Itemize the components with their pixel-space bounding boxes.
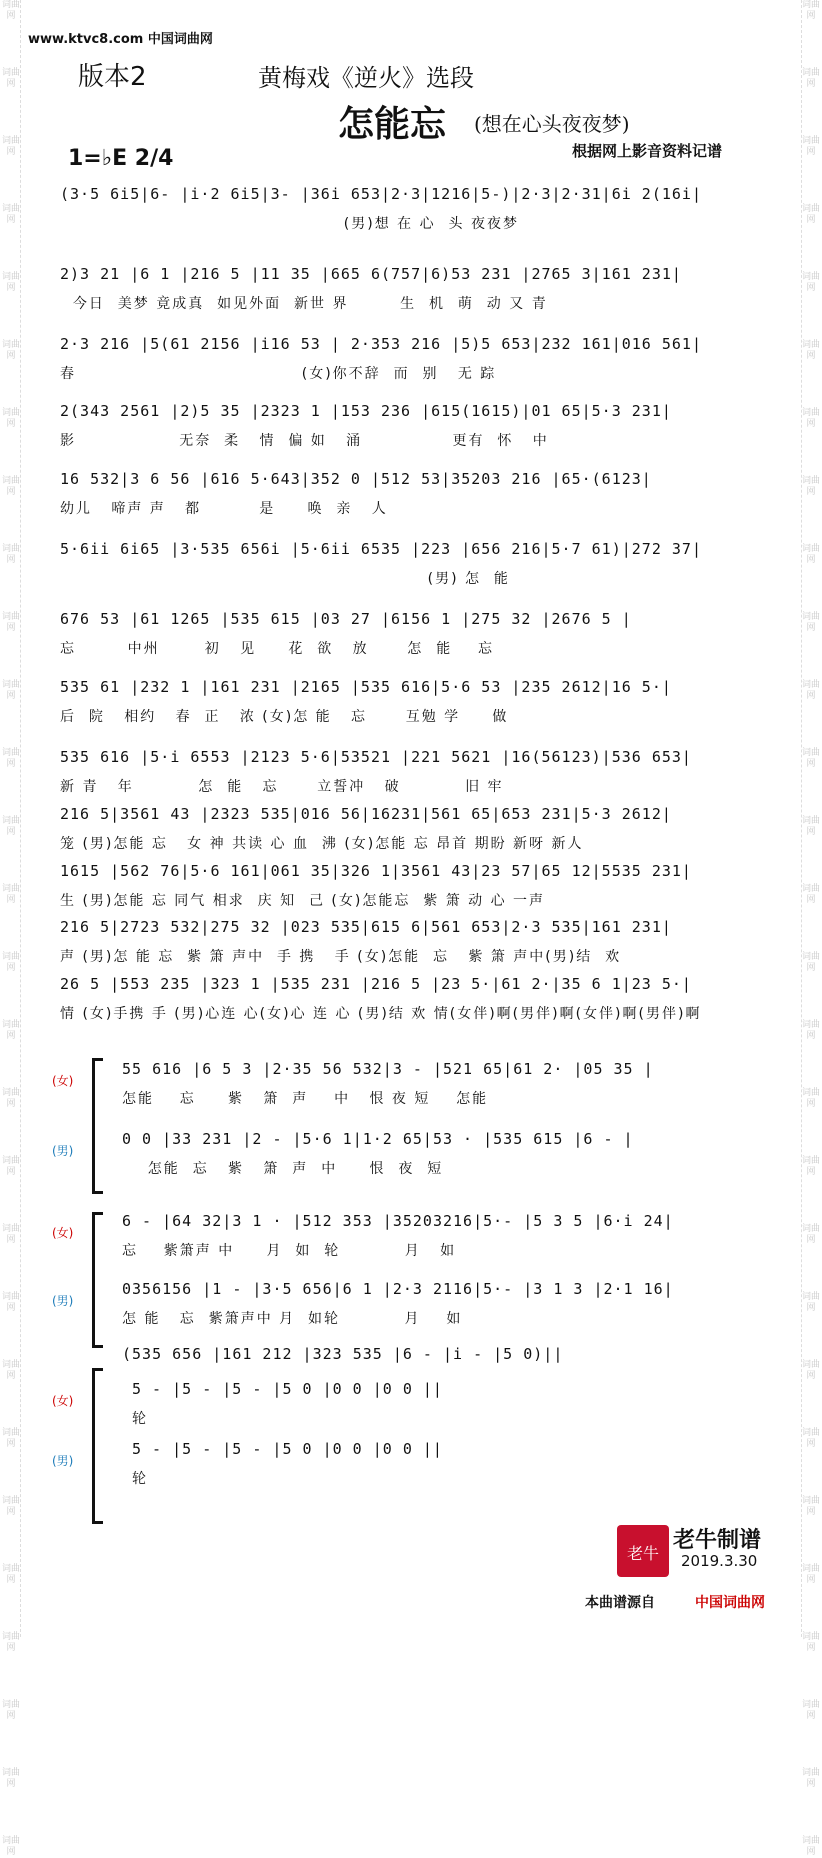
watermark-text: 词曲网 (802, 476, 821, 497)
watermark-text: 词曲网 (2, 476, 21, 497)
watermark-text: 词曲网 (802, 0, 821, 21)
key-signature: 1=♭E 2/4 (68, 146, 174, 171)
watermark-text: 词曲网 (2, 1224, 21, 1245)
lyric-line: 声 (男)怎 能 忘 紫 箫 声中 手 携 手 (女)怎能 忘 紫 箫 声中(男)结 欢 (60, 949, 622, 965)
lyric-line: 怎 能 忘 紫箫声中 月 如轮 月 如 (122, 1311, 463, 1327)
notation-line: 2·3 216 |5(61 2156 |i16 53 | 2·353 216 |5)5 653|232 161|016 561| (60, 335, 702, 353)
watermark-text: 词曲网 (802, 204, 821, 225)
credit-prefix: 本曲谱源自 (585, 1595, 655, 1611)
watermark-text: 词曲网 (802, 884, 821, 905)
watermark-text: 词曲网 (2, 544, 21, 565)
watermark-text: 词曲网 (2, 748, 21, 769)
notation-line: 0356156 |1 - |3·5 656|6 1 |2·3 2116|5·- |3 1 3 |2·1 16| (122, 1280, 674, 1298)
watermark-text: 词曲网 (2, 1020, 21, 1041)
watermark-text: 词曲网 (802, 340, 821, 361)
notation-line: 216 5|3561 43 |2323 535|016 56|16231|561 65|653 231|5·3 2612| (60, 805, 672, 823)
lyric-line: 笼 (男)怎能 忘 女 神 共读 心 血 沸 (女)怎能 忘 昂首 期盼 新呀 新人 (60, 836, 584, 852)
duet-brace (92, 1368, 103, 1524)
voice-part-label: (女) (52, 1226, 74, 1240)
notation-line: 535 616 |5·i 6553 |2123 5·6|53521 |221 5621 |16(56123)|536 653| (60, 748, 692, 766)
watermark-text: 词曲网 (802, 408, 821, 429)
watermark-text: 词曲网 (802, 1156, 821, 1177)
notation-line: 55 616 |6 5 3 |2·35 56 532|3 - |521 65|61 2· |05 35 | (122, 1060, 654, 1078)
voice-part-label: (男) (52, 1144, 74, 1158)
lyric-line: 轮 (132, 1471, 148, 1487)
watermark-text: 词曲网 (802, 1836, 821, 1857)
version-label: 版本2 (78, 62, 147, 92)
watermark-text: 词曲网 (802, 1224, 821, 1245)
watermark-text: 词曲网 (802, 612, 821, 633)
watermark-text: 词曲网 (802, 68, 821, 89)
watermark-text: 词曲网 (2, 0, 21, 21)
watermark-text: 词曲网 (2, 1292, 21, 1313)
notation-line: 5 - |5 - |5 - |5 0 |0 0 |0 0 || (132, 1380, 443, 1398)
lyric-line: 后 院 相约 春 正 浓 (女)怎 能 忘 互勉 学 做 (60, 709, 509, 725)
watermark-text: 词曲网 (2, 1088, 21, 1109)
lyric-line: (男)想 在 心 头 夜夜梦 (60, 216, 519, 232)
watermark-text: 词曲网 (2, 68, 21, 89)
lyric-line: 生 (男)怎能 忘 同气 相求 庆 知 己 (女)怎能忘 紫 箫 动 心 一声 (60, 893, 546, 909)
voice-part-label: (男) (52, 1454, 74, 1468)
score-date: 2019.3.30 (681, 1552, 758, 1570)
watermark-text: 词曲网 (802, 272, 821, 293)
watermark-text: 词曲网 (802, 136, 821, 157)
watermark-text: 词曲网 (2, 1564, 21, 1585)
lyric-line: 春 (女)你不辞 而 别 无 踪 (60, 366, 497, 382)
song-alt-title: (想在心头夜夜梦) (474, 112, 630, 136)
song-title: 怎能忘 (338, 104, 447, 145)
voice-part-label: (男) (52, 1294, 74, 1308)
watermark-text: 词曲网 (2, 884, 21, 905)
watermark-text: 词曲网 (2, 1360, 21, 1381)
notation-line: 0 0 |33 231 |2 - |5·6 1|1·2 65|53 · |535 615 |6 - | (122, 1130, 634, 1148)
watermark-text: 词曲网 (2, 1836, 21, 1857)
notation-line: 26 5 |553 235 |323 1 |535 231 |216 5 |23 5·|61 2·|35 6 1|23 5·| (60, 975, 692, 993)
lyric-line: 轮 (132, 1411, 148, 1427)
notation-line: 5 - |5 - |5 - |5 0 |0 0 |0 0 || (132, 1440, 443, 1458)
right-watermark-strip (801, 0, 821, 1857)
watermark-text: 词曲网 (2, 680, 21, 701)
notation-line: 676 53 |61 1265 |535 615 |03 27 |6156 1 |275 32 |2676 5 | (60, 610, 632, 628)
lyric-line: 怎能 忘 紫 箫 声 中 恨 夜 短 怎能 (122, 1091, 489, 1107)
watermark-text: 词曲网 (802, 1088, 821, 1109)
transcription-source: 根据网上影音资料记谱 (572, 142, 723, 160)
duet-brace (92, 1058, 103, 1194)
lyric-line: (男) 怎 能 (60, 571, 510, 587)
credit-site-link[interactable]: 中国词曲网 (695, 1595, 765, 1611)
watermark-text: 词曲网 (2, 1700, 21, 1721)
watermark-text: 词曲网 (2, 952, 21, 973)
maker-signature: 老牛制谱 (673, 1528, 762, 1553)
notation-line: 16 532|3 6 56 |616 5·643|352 0 |512 53|35203 216 |65·(6123| (60, 470, 652, 488)
watermark-text: 词曲网 (802, 1360, 821, 1381)
voice-part-label: (女) (52, 1394, 74, 1408)
watermark-text: 词曲网 (2, 816, 21, 837)
watermark-text: 词曲网 (2, 204, 21, 225)
watermark-text: 词曲网 (802, 816, 821, 837)
lyric-line: 情 (女)手携 手 (男)心连 心(女)心 连 心 (男)结 欢 情(女伴)啊(男伴)啊(女伴)啊(男伴)啊 (60, 1006, 702, 1022)
notation-line: 2)3 21 |6 1 |216 5 |11 35 |665 6(757|6)53 231 |2765 3|161 231| (60, 265, 682, 283)
seal-stamp: 老牛 (617, 1525, 669, 1577)
watermark-text: 词曲网 (802, 1564, 821, 1585)
lyric-line: 怎能 忘 紫 箫 声 中 恨 夜 短 (122, 1161, 444, 1177)
lyric-line: 新 青 年 怎 能 忘 立誓冲 破 旧 牢 (60, 779, 504, 795)
watermark-text: 词曲网 (2, 272, 21, 293)
notation-line: (535 656 |161 212 |323 535 |6 - |i - |5 0)|| (122, 1345, 564, 1363)
lyric-line: 幼儿 啼声 声 都 是 唤 亲 人 (60, 501, 388, 517)
notation-line: (3·5 6i5|6- |i·2 6i5|3- |36i 653|2·3|1216|5-)|2·3|2·31|6i 2(16i| (60, 185, 702, 203)
watermark-text: 词曲网 (2, 1496, 21, 1517)
watermark-text: 词曲网 (802, 1768, 821, 1789)
watermark-text: 词曲网 (2, 612, 21, 633)
duet-brace (92, 1212, 103, 1348)
watermark-text: 词曲网 (802, 1428, 821, 1449)
watermark-text: 词曲网 (2, 1156, 21, 1177)
notation-line: 5·6ii 6i65 |3·535 656i |5·6ii 6535 |223 |656 216|5·7 61)|272 37| (60, 540, 702, 558)
watermark-text: 词曲网 (802, 1700, 821, 1721)
notation-line: 216 5|2723 532|275 32 |023 535|615 6|561 653|2·3 535|161 231| (60, 918, 672, 936)
notation-line: 535 61 |232 1 |161 231 |2165 |535 616|5·6 53 |235 2612|16 5·| (60, 678, 672, 696)
watermark-text: 词曲网 (2, 136, 21, 157)
watermark-text: 词曲网 (2, 1768, 21, 1789)
voice-part-label: (女) (52, 1074, 74, 1088)
lyric-line: 忘 中州 初 见 花 欲 放 怎 能 忘 (60, 641, 495, 657)
notation-line: 2(343 2561 |2)5 35 |2323 1 |153 236 |615(1615)|01 65|5·3 231| (60, 402, 672, 420)
watermark-text: 词曲网 (802, 952, 821, 973)
watermark-text: 词曲网 (802, 1496, 821, 1517)
watermark-text: 词曲网 (2, 1632, 21, 1653)
watermark-text: 词曲网 (802, 1020, 821, 1041)
watermark-text: 词曲网 (2, 1428, 21, 1449)
lyric-line: 忘 紫箫声 中 月 如 轮 月 如 (122, 1243, 457, 1259)
watermark-text: 词曲网 (2, 340, 21, 361)
watermark-text: 词曲网 (802, 680, 821, 701)
lyric-line: 今日 美梦 竟成真 如见外面 新世 界 生 机 萌 动 又 青 (60, 296, 548, 312)
watermark-text: 词曲网 (802, 544, 821, 565)
notation-line: 1615 |562 76|5·6 161|061 35|326 1|3561 43|23 57|65 12|5535 231| (60, 862, 692, 880)
left-watermark-strip (2, 0, 21, 1857)
lyric-line: 影 无奈 柔 情 偏 如 涌 更有 怀 中 (60, 433, 549, 449)
site-header: www.ktvc8.com 中国词曲网 (28, 32, 213, 47)
opera-subtitle: 黄梅戏《逆火》选段 (258, 64, 474, 92)
notation-line: 6 - |64 32|3 1 · |512 353 |35203216|5·- |5 3 5 |6·i 24| (122, 1212, 674, 1230)
watermark-text: 词曲网 (2, 408, 21, 429)
watermark-text: 词曲网 (802, 748, 821, 769)
watermark-text: 词曲网 (802, 1292, 821, 1313)
watermark-text: 词曲网 (802, 1632, 821, 1653)
